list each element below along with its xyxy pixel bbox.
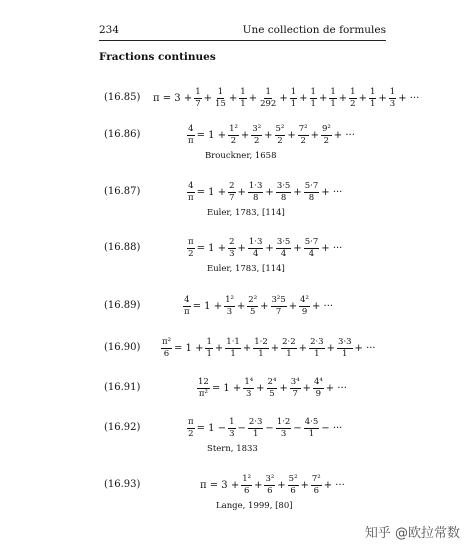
equation-formula — [152, 88, 420, 108]
cf-term-numerator: 2·2 — [282, 337, 296, 347]
cf-term-denominator: 2 — [230, 135, 237, 146]
cf-term — [248, 182, 264, 202]
cf-term — [228, 238, 235, 258]
lhs-text: = 1 + — [196, 186, 227, 198]
cf-term-numerator: 3·5 — [276, 237, 291, 247]
cf-term — [290, 378, 301, 398]
operator: + — [228, 92, 238, 104]
cf-term-denominator: 8 — [308, 192, 315, 203]
cf-term-numerator: 1·1 — [226, 337, 240, 347]
cf-term-numerator: 1 — [369, 87, 376, 97]
cf-term-numerator: 3⁴ — [290, 377, 300, 387]
equation-formula — [186, 418, 343, 438]
operator: + — [265, 186, 274, 198]
cf-term-denominator: 1 — [369, 98, 376, 109]
cf-term-numerator: 3·5 — [276, 181, 291, 191]
equation-number: (16.86) — [104, 129, 141, 140]
operator: − — [237, 422, 246, 434]
section-title: Fractions continues — [99, 51, 216, 63]
cf-term-denominator: 5 — [250, 306, 256, 317]
cf-term-denominator: 3 — [280, 428, 287, 439]
operator: + — [240, 129, 250, 141]
equation-number: (16.90) — [104, 342, 141, 353]
lhs-fraction-numerator: 12 — [198, 377, 209, 387]
cf-term-denominator: 3 — [229, 428, 235, 439]
ellipsis-tail: + ··· — [398, 92, 420, 104]
cf-term — [251, 125, 262, 145]
cf-term-denominator: 1 — [206, 348, 212, 359]
cf-term-numerator: 5² — [288, 474, 298, 484]
cf-term — [243, 378, 254, 398]
cf-term-denominator: 2 — [254, 135, 260, 146]
cf-term-numerator: 1·3 — [248, 181, 263, 191]
cf-term-denominator: 1 — [286, 348, 292, 359]
cf-term — [271, 296, 287, 316]
running-title: Une collection de formules — [242, 24, 386, 36]
cf-term-numerator: 1 — [350, 87, 356, 97]
cf-term-numerator: 2⁴ — [267, 377, 277, 387]
cf-term-denominator: 1 — [308, 428, 315, 439]
cf-term-denominator: 15 — [215, 98, 226, 109]
lhs-fraction — [187, 418, 195, 438]
lhs-fraction — [197, 378, 210, 398]
cf-term-denominator: 2 — [350, 98, 356, 109]
cf-term-denominator: 1 — [290, 98, 297, 109]
cf-term-denominator: 5 — [269, 388, 275, 399]
lhs-fraction-denominator: 2 — [188, 428, 194, 439]
operator: + — [242, 342, 252, 354]
cf-term — [239, 88, 246, 108]
cf-term-numerator: 1 — [195, 87, 201, 97]
attribution: Euler, 1783, [114] — [207, 264, 285, 274]
operator: + — [279, 92, 288, 104]
operator: + — [264, 129, 273, 141]
cf-term-denominator: 1 — [240, 98, 246, 109]
cf-term-denominator: 4 — [280, 248, 287, 259]
cf-term-denominator: 9 — [315, 388, 322, 399]
cf-term-denominator: 2 — [277, 135, 283, 146]
ellipsis-tail: + ··· — [354, 342, 376, 354]
operator: + — [254, 479, 263, 491]
cf-term-numerator: 7² — [298, 124, 308, 134]
cf-term-numerator: 1 — [290, 87, 297, 97]
cf-term-numerator: 2 — [229, 181, 235, 191]
attribution: Brouckner, 1658 — [205, 151, 277, 161]
operator: + — [248, 92, 258, 104]
operator: + — [214, 342, 224, 354]
operator: + — [326, 342, 335, 354]
equation-formula — [196, 378, 348, 398]
cf-term-numerator: 3² — [252, 124, 262, 134]
cf-term — [299, 296, 310, 316]
cf-term-denominator: 7 — [229, 192, 235, 203]
lhs-fraction — [187, 238, 195, 258]
lhs-fraction-denominator: π — [188, 192, 194, 203]
cf-term-numerator: 1·2 — [276, 417, 291, 427]
cf-term — [304, 418, 320, 438]
cf-term — [214, 88, 227, 108]
cf-term — [276, 182, 292, 202]
cf-term-numerator: 1 — [240, 87, 246, 97]
cf-term-numerator: 1 — [265, 87, 271, 97]
lhs-fraction — [183, 296, 191, 316]
cf-term-numerator: 9² — [321, 124, 331, 134]
equation-formula — [186, 182, 343, 202]
operator: + — [298, 342, 308, 354]
cf-term-numerator: 3·3 — [337, 337, 352, 347]
cf-term — [309, 338, 325, 358]
cf-term — [349, 88, 356, 108]
cf-term-numerator: 7² — [311, 474, 321, 484]
cf-term-numerator: 1² — [225, 295, 234, 305]
lhs-fraction-numerator: π — [188, 417, 194, 427]
equation-formula — [182, 296, 334, 316]
watermark-text: 知乎 @欧拉常数 — [364, 526, 460, 541]
lhs-fraction-denominator: 6 — [163, 348, 170, 359]
cf-term-numerator: 4⁴ — [313, 377, 323, 387]
cf-term-denominator: 1 — [330, 98, 336, 109]
cf-term — [253, 338, 269, 358]
cf-term-numerator: 1 — [389, 87, 396, 97]
operator: + — [270, 342, 280, 354]
cf-term-denominator: 6 — [313, 485, 320, 496]
cf-term-denominator: 2 — [323, 135, 330, 146]
cf-term-numerator: 1 — [217, 87, 224, 97]
cf-term — [228, 182, 235, 202]
cf-term — [281, 338, 297, 358]
cf-term — [288, 475, 299, 495]
cf-term-denominator: 6 — [243, 485, 250, 496]
cf-term — [205, 338, 212, 358]
operator: + — [203, 92, 213, 104]
operator: + — [310, 129, 319, 141]
cf-term-denominator: 1 — [258, 348, 264, 359]
operator: + — [288, 300, 298, 312]
page-header — [99, 24, 386, 41]
ellipsis-tail: + ··· — [321, 186, 343, 198]
cf-term-numerator: 2² — [248, 295, 258, 305]
cf-term — [298, 125, 309, 145]
cf-term — [313, 378, 324, 398]
cf-term — [337, 338, 353, 358]
cf-term-denominator: 1 — [230, 348, 236, 359]
attribution: Lange, 1999, [80] — [216, 501, 293, 511]
cf-term-numerator: 1 — [206, 337, 212, 347]
lhs-fraction — [161, 338, 172, 358]
equation-formula — [186, 125, 356, 145]
lhs-text: = 1 + — [196, 242, 227, 254]
operator: + — [236, 300, 246, 312]
watermark — [365, 522, 460, 541]
lhs-fraction — [187, 182, 195, 202]
cf-term-denominator: 3 — [226, 306, 233, 317]
cf-term — [264, 475, 275, 495]
ellipsis-tail: + ··· — [321, 242, 343, 254]
cf-term-numerator: 5·7 — [304, 181, 319, 191]
equation-number: (16.85) — [104, 92, 141, 103]
cf-term — [275, 125, 286, 145]
operator: − — [265, 422, 274, 434]
operator: + — [318, 92, 328, 104]
cf-term-numerator: 1·3 — [248, 237, 263, 247]
cf-term-denominator: 7 — [292, 388, 298, 399]
lhs-text: = 1 + — [192, 300, 223, 312]
equation-formula — [160, 338, 377, 358]
cf-term-numerator: 2·3 — [248, 417, 263, 427]
cf-term — [304, 182, 320, 202]
cf-term-numerator: 1·2 — [254, 337, 268, 347]
equation-formula — [186, 238, 343, 258]
cf-term — [248, 418, 264, 438]
lhs-text: π = 3 + — [153, 92, 193, 104]
lhs-text: = 1 + — [174, 342, 204, 354]
cf-term — [304, 238, 320, 258]
lhs-fraction-numerator: 4 — [188, 181, 194, 191]
operator: + — [237, 186, 246, 198]
cf-term — [389, 88, 396, 108]
lhs-text: = 1 − — [196, 422, 227, 434]
cf-term-denominator: 8 — [252, 192, 259, 203]
cf-term — [224, 296, 235, 316]
operator: + — [287, 129, 296, 141]
operator: − — [293, 422, 302, 434]
cf-term-denominator: 2 — [300, 135, 306, 146]
cf-term-numerator: 3² — [265, 474, 275, 484]
operator: + — [358, 92, 367, 104]
cf-term — [247, 296, 258, 316]
cf-term-denominator: 6 — [290, 485, 296, 496]
cf-term-denominator: 8 — [280, 192, 287, 203]
cf-term — [228, 418, 235, 438]
lhs-text: = 1 + — [196, 129, 227, 141]
cf-term — [276, 238, 292, 258]
cf-term-denominator: 7 — [195, 98, 201, 109]
cf-term-denominator: 1 — [342, 348, 348, 359]
cf-term — [290, 88, 297, 108]
cf-term — [329, 88, 336, 108]
cf-term-denominator: 3 — [246, 388, 252, 399]
cf-term-denominator: 1 — [314, 348, 320, 359]
cf-term-numerator: 3²5 — [271, 295, 286, 305]
lhs-fraction-denominator: π — [188, 135, 194, 146]
operator: + — [277, 479, 286, 491]
cf-term-denominator: 4 — [308, 248, 315, 259]
operator: + — [279, 382, 288, 394]
cf-term — [241, 475, 252, 495]
cf-term — [369, 88, 376, 108]
cf-term-numerator: 1 — [229, 417, 235, 427]
lhs-fraction-denominator: π — [184, 306, 190, 317]
ellipsis-tail: + ··· — [333, 129, 355, 141]
cf-term-numerator: 1² — [242, 474, 252, 484]
operator: + — [237, 242, 246, 254]
cf-term-numerator: 4·5 — [304, 417, 319, 427]
operator: + — [299, 92, 308, 104]
cf-term-numerator: 1⁴ — [244, 377, 254, 387]
cf-term — [259, 88, 277, 108]
cf-term-numerator: 2·3 — [310, 337, 324, 347]
ellipsis-tail: + ··· — [323, 479, 345, 491]
cf-term-denominator: 1 — [310, 98, 316, 109]
cf-term-numerator: 5·7 — [304, 237, 319, 247]
lhs-text: π = 3 + — [200, 479, 240, 491]
lhs-fraction-numerator: π² — [162, 337, 171, 347]
cf-term — [248, 238, 264, 258]
cf-term-denominator: 4 — [252, 248, 259, 259]
cf-term-numerator: 2 — [229, 237, 235, 247]
page-number: 234 — [99, 24, 120, 36]
cf-term-denominator: 6 — [267, 485, 273, 496]
ellipsis-tail: + ··· — [325, 382, 347, 394]
cf-term — [228, 125, 239, 145]
cf-term-denominator: 292 — [260, 98, 277, 109]
operator: + — [293, 242, 302, 254]
ellipsis-tail: − ··· — [321, 422, 343, 434]
cf-term — [311, 475, 322, 495]
lhs-fraction-numerator: 4 — [188, 124, 194, 134]
operator: + — [302, 382, 311, 394]
ellipsis-tail: + ··· — [311, 300, 334, 312]
cf-term-numerator: 1 — [310, 87, 316, 97]
equation-number: (16.89) — [104, 300, 141, 311]
equation-number: (16.93) — [104, 479, 141, 490]
operator: + — [293, 186, 302, 198]
cf-term-denominator: 3 — [229, 248, 235, 259]
cf-term — [225, 338, 241, 358]
equation-formula — [199, 475, 346, 495]
cf-term-denominator: 3 — [389, 98, 396, 109]
cf-term-numerator: 4² — [300, 295, 309, 305]
equation-number: (16.87) — [104, 186, 141, 197]
lhs-fraction — [187, 125, 195, 145]
operator: + — [300, 479, 309, 491]
cf-term — [194, 88, 201, 108]
lhs-text: = 1 + — [211, 382, 242, 394]
operator: + — [265, 242, 274, 254]
cf-term-numerator: 5² — [275, 124, 285, 134]
cf-term — [321, 125, 332, 145]
cf-term-numerator: 1² — [229, 124, 238, 134]
lhs-fraction-denominator: 2 — [188, 248, 194, 259]
cf-term-denominator: 1 — [252, 428, 259, 439]
cf-term — [276, 418, 292, 438]
operator: + — [338, 92, 348, 104]
lhs-fraction-denominator: π² — [198, 388, 208, 399]
equation-number: (16.88) — [104, 242, 141, 253]
attribution: Stern, 1833 — [207, 444, 258, 454]
lhs-fraction-numerator: 4 — [184, 295, 190, 305]
lhs-fraction-numerator: π — [188, 237, 194, 247]
cf-term-numerator: 1 — [330, 87, 336, 97]
equation-number: (16.91) — [104, 382, 141, 393]
equation-number: (16.92) — [104, 422, 141, 433]
operator: + — [378, 92, 387, 104]
attribution: Euler, 1783, [114] — [207, 208, 285, 218]
cf-term — [310, 88, 317, 108]
operator: + — [260, 300, 269, 312]
cf-term-denominator: 9 — [301, 306, 308, 317]
cf-term — [267, 378, 278, 398]
cf-term-denominator: 7 — [275, 306, 282, 317]
operator: + — [256, 382, 265, 394]
